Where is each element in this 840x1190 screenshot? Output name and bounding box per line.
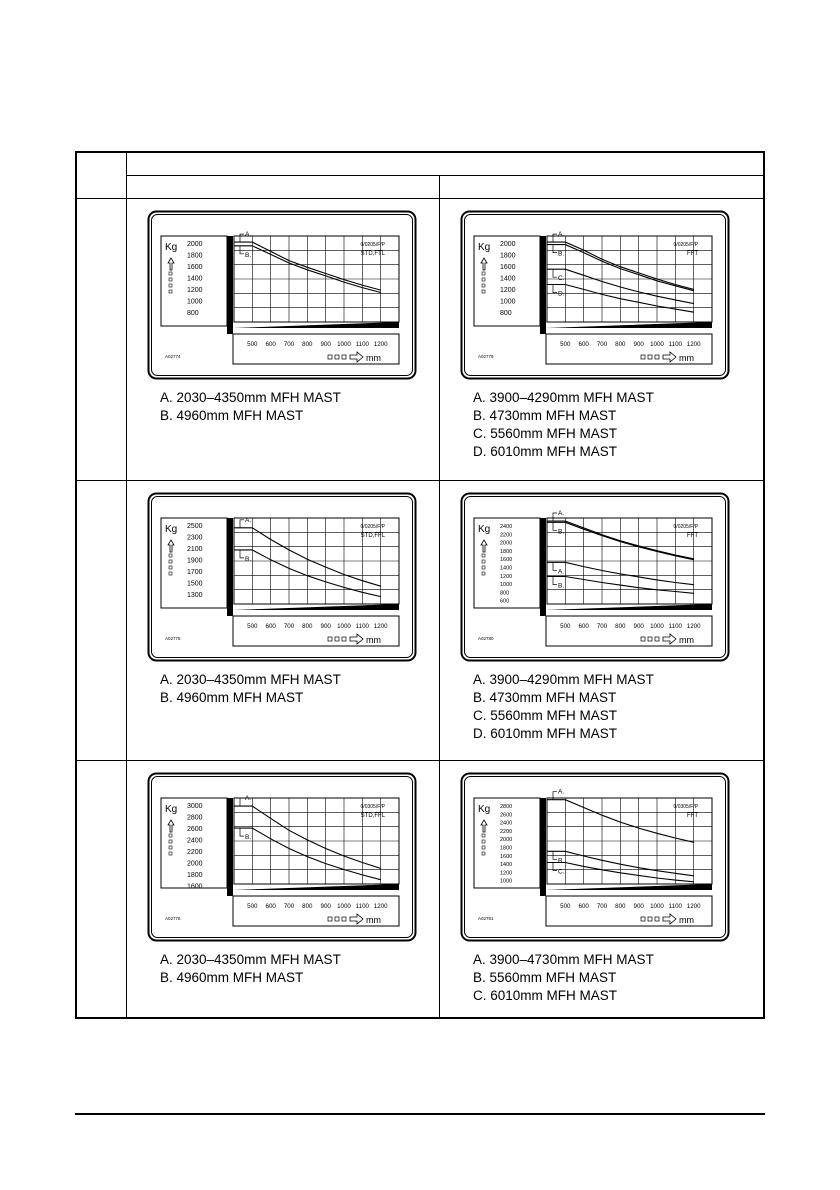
legend-item: A. 2030–4350mm MFH MAST [160,390,341,405]
axis-bar-vertical [227,236,233,334]
y-tick-label: 2400 [187,837,203,845]
y-tick-label: 1500 [187,580,203,588]
y-tick-label: 1800 [500,548,513,555]
x-unit-label: mm [366,635,381,645]
x-tick-label: 500 [247,903,258,910]
series-label: A. [245,231,252,239]
x-unit-label: mm [366,915,381,925]
x-tick-label: 700 [596,623,608,630]
chart-config: FFT [687,251,698,257]
mast-legend [160,951,341,987]
y-tick-label: 2600 [187,826,203,833]
mast-legend [473,951,654,1005]
cell-row2-right [440,481,763,760]
load-chart-svg [460,492,730,662]
figure-reference: A02779 [478,354,494,359]
chart-config: FFT [687,533,698,539]
y-tick-label: 1000 [500,298,516,306]
x-tick-label: 800 [302,623,313,630]
chart-code: 0/0305/F/P [360,804,385,810]
figure-reference: A02780 [478,636,494,641]
series-label: B. [558,857,565,865]
y-tick-label: 800 [187,310,199,317]
axis-bar-vertical [227,798,233,896]
x-unit-label: mm [679,353,694,363]
series-label: B. [245,555,252,563]
series-label: B. [245,251,252,259]
y-tick-label: 800 [500,590,510,597]
legend-item: A. 3900–4290mm MFH MAST [473,672,654,687]
x-tick-label: 700 [283,623,295,630]
series-label: D. [558,290,565,298]
mast-legend [473,671,654,743]
axis-bar-vertical [227,518,233,616]
x-tick-label: 1200 [373,903,388,910]
load-chart [147,492,417,662]
x-tick-label: 700 [283,903,295,910]
y-tick-label: 2000 [187,860,203,868]
footer-rule [75,1113,765,1115]
x-tick-label: 1100 [668,341,682,348]
chart-config: STD,FTL [360,251,385,257]
chart-code: 0/0305/F/P [673,804,698,810]
x-tick-label: 1000 [337,623,351,630]
x-tick-label: 500 [247,341,258,348]
x-tick-label: 500 [247,623,258,630]
legend-item: B. 4960mm MFH MAST [160,970,304,985]
legend-item: B. 4730mm MFH MAST [473,408,617,423]
y-tick-label: 800 [500,310,512,317]
y-unit-label: Kg [165,804,178,815]
x-tick-label: 600 [265,341,276,348]
y-tick-label: 1200 [187,287,203,294]
mast-legend [160,671,341,707]
x-tick-label: 1100 [668,623,682,630]
y-tick-label: 1400 [500,275,516,283]
legend-item: B. 4960mm MFH MAST [160,408,304,423]
x-tick-label: 1100 [355,341,369,348]
axis-bar-vertical [540,236,546,334]
chart-config: FFT [687,813,698,819]
series-label: A. [558,788,565,796]
x-tick-label: 700 [283,341,295,348]
x-tick-label: 1000 [337,903,351,910]
y-tick-label: 1200 [500,870,513,877]
y-tick-label: 1800 [500,252,516,260]
x-tick-label: 700 [596,341,608,348]
legend-item: C. 5560mm MFH MAST [473,426,618,441]
y-tick-label: 3000 [187,803,203,810]
chart-code: 0/0205/F/P [673,242,698,248]
figure-reference: A02776 [165,916,181,921]
legend-item: B. 5560mm MFH MAST [473,970,617,985]
x-tick-label: 1000 [650,341,664,348]
series-label: C. [558,868,565,876]
y-tick-label: 1400 [187,275,203,283]
x-tick-label: 800 [302,903,313,910]
x-tick-label: 1100 [668,903,682,910]
y-tick-label: 2000 [187,241,203,248]
y-tick-label: 2400 [500,820,513,827]
y-tick-label: 1800 [500,845,513,852]
series-label: A. [245,795,252,803]
legend-item: B. 4730mm MFH MAST [473,690,617,705]
x-tick-label: 1000 [337,341,351,348]
y-tick-label: 2500 [187,523,203,530]
x-tick-label: 900 [633,623,644,630]
x-tick-label: 800 [615,623,626,630]
load-chart-svg [460,210,730,380]
x-tick-label: 900 [633,341,644,348]
x-tick-label: 700 [596,903,608,910]
x-tick-label: 800 [615,341,626,348]
chart-code: 0/0205/F/P [673,524,698,530]
x-tick-label: 900 [633,903,644,910]
series-label: A. [245,516,252,524]
legend-item: C. 6010mm MFH MAST [473,988,618,1003]
x-tick-label: 800 [615,903,626,910]
y-tick-label: 1600 [500,264,516,271]
legend-item: A. 2030–4350mm MFH MAST [160,672,341,687]
legend-item: A. 2030–4350mm MFH MAST [160,952,341,967]
y-tick-label: 2200 [500,532,513,539]
load-chart [147,210,417,380]
series-label: B. [558,250,565,258]
y-tick-label: 2100 [187,546,203,553]
x-tick-label: 1200 [373,623,388,630]
cell-row1-right [440,199,763,480]
load-chart [147,772,417,942]
mast-legend [160,389,341,425]
series-label: C. [558,275,565,283]
chart-config: STD,FFL [360,533,385,539]
chart-config: STD,FFL [360,813,385,819]
figure-reference: A02775 [165,636,181,641]
x-unit-label: mm [679,915,694,925]
x-unit-label: mm [366,353,381,363]
y-tick-label: 2400 [500,524,513,530]
load-chart-svg [460,772,730,942]
load-chart [460,210,730,380]
y-unit-label: Kg [165,242,178,253]
y-tick-label: 1200 [500,573,513,580]
y-tick-label: 1400 [500,862,513,869]
legend-item: A. 3900–4730mm MFH MAST [473,952,654,967]
x-tick-label: 1200 [686,623,701,630]
figure-reference: A02774 [165,354,181,359]
x-tick-label: 1100 [355,623,369,630]
y-tick-label: 2000 [500,540,513,547]
y-unit-label: Kg [165,524,178,535]
legend-item: D. 6010mm MFH MAST [473,726,618,741]
y-tick-label: 2300 [187,534,203,542]
series-label: A. [558,231,565,239]
x-tick-label: 800 [302,341,313,348]
y-tick-label: 2000 [500,837,513,844]
x-tick-label: 900 [320,903,331,910]
header-divider-1 [126,175,763,176]
series-label: A. [558,510,565,518]
chart-code: 0/0205/F/P [360,242,385,248]
y-unit-label: Kg [478,242,491,253]
series-label: A. [558,568,565,576]
y-tick-label: 1600 [187,264,203,271]
x-tick-label: 1200 [373,341,388,348]
chart-code: 0/0205/F/P [360,524,385,530]
x-tick-label: 600 [578,623,589,630]
x-tick-label: 600 [265,903,276,910]
y-tick-label: 2000 [500,241,516,248]
x-tick-label: 900 [320,623,331,630]
cell-row3-right [440,761,763,1017]
y-tick-label: 2200 [187,849,203,856]
x-tick-label: 1200 [686,903,701,910]
y-unit-label: Kg [478,524,491,535]
y-tick-label: 1600 [500,557,513,564]
load-chart-svg [147,772,417,942]
cell-row2-left [127,481,439,760]
y-tick-label: 2800 [187,814,203,822]
x-tick-label: 1100 [355,903,369,910]
load-chart [460,492,730,662]
series-label: B. [558,528,565,536]
y-tick-label: 1000 [500,582,513,589]
mast-legend [473,389,654,461]
y-tick-label: 1200 [500,287,516,294]
y-tick-label: 1000 [187,298,203,306]
x-unit-label: mm [679,635,694,645]
y-tick-label: 1300 [187,592,203,599]
y-tick-label: 1700 [187,569,203,576]
load-chart [460,772,730,942]
x-tick-label: 500 [560,341,571,348]
cell-row3-left [127,761,439,1017]
y-tick-label: 1000 [500,878,513,885]
x-tick-label: 1000 [650,623,664,630]
y-tick-label: 1900 [187,557,203,565]
y-tick-label: 1400 [500,565,513,572]
y-tick-label: 600 [500,598,510,605]
legend-item: B. 4960mm MFH MAST [160,690,304,705]
y-tick-label: 2800 [500,804,513,810]
capacity-table [75,151,765,1019]
y-tick-label: 1800 [187,252,203,260]
x-tick-label: 500 [560,903,571,910]
x-tick-label: 600 [265,623,276,630]
axis-bar-vertical [540,518,546,616]
legend-item: A. 3900–4290mm MFH MAST [473,390,654,405]
y-tick-label: 2600 [500,812,513,819]
series-label: B. [558,582,565,590]
y-tick-label: 2200 [500,828,513,835]
x-tick-label: 600 [578,903,589,910]
x-tick-label: 500 [560,623,571,630]
y-tick-label: 1600 [500,853,513,860]
x-tick-label: 900 [320,341,331,348]
figure-reference: A02781 [478,916,494,921]
y-tick-label: 1800 [187,872,203,879]
load-chart-svg [147,492,417,662]
x-tick-label: 600 [578,341,589,348]
legend-item: D. 6010mm MFH MAST [473,444,618,459]
legend-item: C. 5560mm MFH MAST [473,708,618,723]
x-tick-label: 1000 [650,903,664,910]
series-label: B. [245,834,252,842]
y-unit-label: Kg [478,804,491,815]
x-tick-label: 1200 [686,341,701,348]
y-tick-label: 1600 [187,883,203,891]
cell-row1-left [127,199,439,480]
load-chart-svg [147,210,417,380]
axis-bar-vertical [540,798,546,896]
